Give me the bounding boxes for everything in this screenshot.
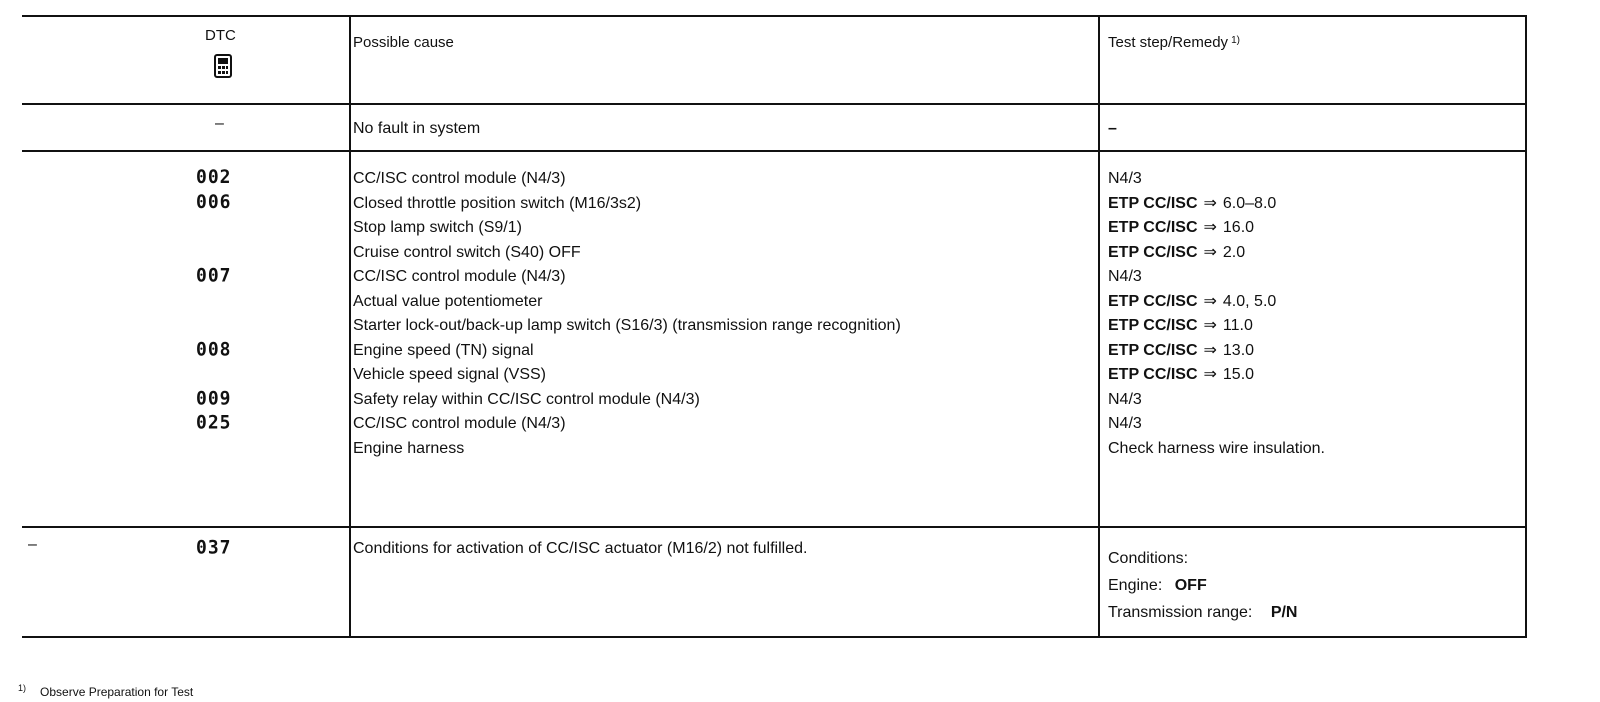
table-top-border (22, 15, 1527, 17)
remedy-text (1108, 242, 1245, 264)
remedy-step: 11.0 (1222, 317, 1253, 334)
arrow-right-icon: ⇒ (1203, 195, 1217, 212)
cause-text: CC/ISC control module (N4/3) (353, 170, 566, 187)
remedy-step: N4/3 (1108, 170, 1142, 187)
table-bottom-border (22, 636, 1527, 638)
remedy-text (1108, 217, 1254, 239)
row037-transmission (1108, 602, 1297, 624)
footnote (18, 683, 193, 699)
remedy-step: N4/3 (1108, 268, 1142, 285)
remedy-step: Check harness wire insulation. (1108, 440, 1325, 457)
remedy-step: N4/3 (1108, 391, 1142, 408)
col-divider-cause (349, 15, 351, 638)
footnote-text: Observe Preparation for Test (40, 685, 194, 699)
arrow-right-icon: ⇒ (1203, 317, 1217, 334)
dtc-code: 002 (196, 166, 232, 189)
remedy-test-ref: ETP CC/ISC (1108, 293, 1198, 310)
remedy-text (1108, 315, 1253, 337)
row037-engine (1108, 575, 1207, 597)
remedy-text (1108, 193, 1276, 215)
cause-text: Closed throttle position switch (M16/3s2) (353, 195, 642, 212)
main-bottom-border (22, 526, 1527, 528)
dtc-code: 009 (196, 387, 232, 410)
arrow-right-icon: ⇒ (1203, 244, 1217, 261)
nofault-remedy: – (1108, 120, 1117, 137)
cause-text: Cruise control switch (S40) OFF (353, 244, 581, 261)
remedy-test-ref: ETP CC/ISC (1108, 219, 1198, 236)
remedy-step: 13.0 (1222, 342, 1255, 359)
cause-text: Engine harness (353, 440, 465, 457)
dtc-code: 008 (196, 338, 232, 361)
cause-text: Safety relay within CC/ISC control module (N4/3) (353, 391, 700, 408)
remedy-text (1108, 413, 1142, 435)
row037-dtc: 037 (196, 536, 232, 559)
remedy-step: 2.0 (1222, 244, 1246, 261)
nofault-dtc: – (215, 115, 224, 132)
row037-remedy-title: Conditions: (1108, 550, 1189, 567)
header-possible-cause: Possible cause (353, 34, 454, 51)
cause-text: Starter lock-out/back-up lamp switch (S16/3) (transmission range recognition) (353, 317, 901, 334)
nofault-bottom-border (22, 150, 1527, 152)
cause-text: Stop lamp switch (S9/1) (353, 219, 522, 236)
remedy-test-ref: ETP CC/ISC (1108, 244, 1198, 261)
remedy-step: 4.0, 5.0 (1222, 293, 1277, 310)
arrow-right-icon: ⇒ (1203, 366, 1217, 383)
dtc-code: 025 (196, 411, 232, 434)
header-bottom-border (22, 103, 1527, 105)
row037-engine-label: Engine: (1108, 577, 1163, 594)
col-divider-remedy (1098, 15, 1100, 638)
row037-engine-value: OFF (1174, 577, 1207, 594)
table-right-border (1525, 15, 1527, 638)
remedy-text (1108, 364, 1254, 386)
remedy-test-ref: ETP CC/ISC (1108, 317, 1198, 334)
row037-left-dash: – (28, 536, 37, 553)
cause-text: Vehicle speed signal (VSS) (353, 366, 546, 383)
header-dtc: DTC (205, 27, 236, 44)
header-test-step (1108, 34, 1240, 51)
nofault-cause: No fault in system (353, 120, 481, 137)
remedy-test-ref: ETP CC/ISC (1108, 342, 1198, 359)
header-test-step-label: Test step/Remedy (1108, 34, 1229, 51)
dtc-code: 007 (196, 264, 232, 287)
dtc-code: 006 (196, 191, 232, 214)
tester-icon (213, 53, 233, 79)
remedy-text (1108, 438, 1325, 460)
remedy-step: N4/3 (1108, 415, 1142, 432)
remedy-text (1108, 340, 1254, 362)
remedy-test-ref: ETP CC/ISC (1108, 366, 1198, 383)
remedy-text (1108, 389, 1142, 411)
row037-transmission-label: Transmission range: (1108, 604, 1253, 621)
cause-text: Actual value potentiometer (353, 293, 543, 310)
remedy-text (1108, 266, 1142, 288)
cause-text: CC/ISC control module (N4/3) (353, 415, 566, 432)
remedy-text (1108, 168, 1142, 190)
remedy-test-ref: ETP CC/ISC (1108, 195, 1198, 212)
arrow-right-icon: ⇒ (1203, 219, 1217, 236)
row037-transmission-value: P/N (1270, 604, 1298, 621)
remedy-step: 6.0–8.0 (1222, 195, 1277, 212)
arrow-right-icon: ⇒ (1203, 342, 1217, 359)
remedy-text (1108, 291, 1276, 313)
remedy-step: 15.0 (1222, 366, 1255, 383)
header-test-step-footnote-mark: 1) (1231, 35, 1240, 46)
footnote-mark: 1) (18, 683, 27, 693)
cause-text: Engine speed (TN) signal (353, 342, 534, 359)
remedy-step: 16.0 (1222, 219, 1255, 236)
cause-text: CC/ISC control module (N4/3) (353, 268, 566, 285)
arrow-right-icon: ⇒ (1203, 293, 1217, 310)
row037-cause: Conditions for activation of CC/ISC actuator (M16/2) not fulfilled. (353, 540, 808, 557)
